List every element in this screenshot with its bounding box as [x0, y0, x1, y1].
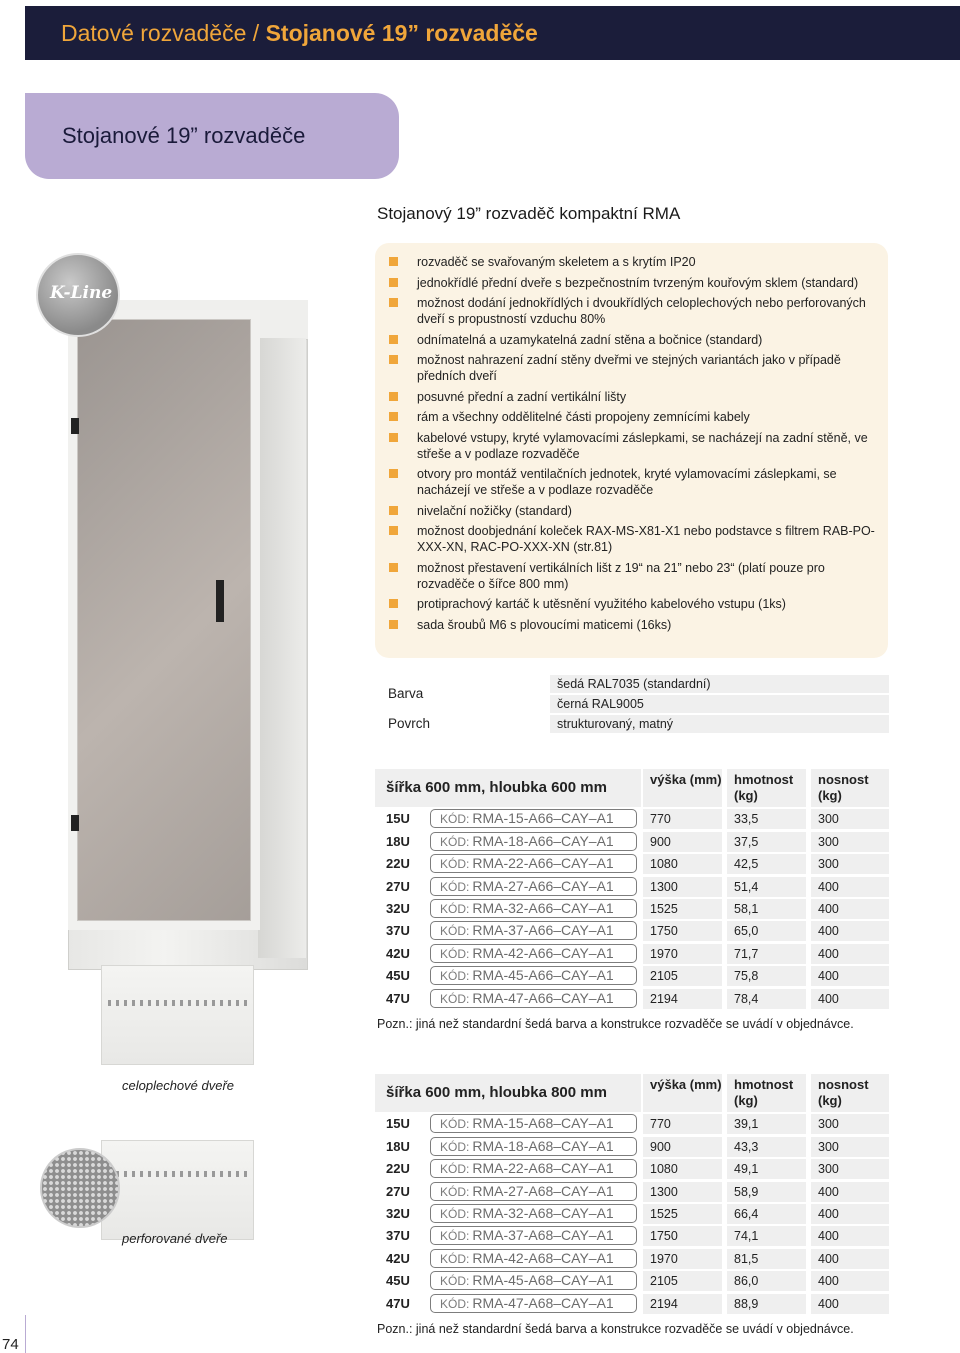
product-code: RMA-22-A68–CAY–A1 — [472, 1160, 614, 1177]
height-cell: 900 — [643, 832, 722, 852]
col-weight-header: hmotnost (kg) — [727, 1074, 806, 1112]
door-hinge-top — [71, 418, 79, 434]
vent-slots — [108, 1000, 247, 1006]
feature-item: nivelační nožičky (standard) — [388, 503, 882, 519]
product-code-field[interactable] — [430, 1114, 637, 1133]
code-prefix: KÓD: — [440, 901, 470, 916]
load-cell: 400 — [811, 989, 889, 1009]
weight-cell: 78,4 — [727, 989, 806, 1009]
rack-units: 27U — [386, 878, 410, 894]
perforated-door-image — [101, 1140, 254, 1240]
load-cell: 300 — [811, 1114, 889, 1134]
product-code: RMA-18-A68–CAY–A1 — [472, 1137, 614, 1154]
rack-units: 22U — [386, 856, 410, 872]
code-prefix: KÓD: — [440, 879, 470, 894]
table-rows — [375, 809, 889, 1008]
load-cell: 400 — [811, 899, 889, 919]
product-code-field[interactable] — [430, 1226, 637, 1245]
rack-units: 18U — [386, 833, 410, 849]
weight-cell: 88,9 — [727, 1294, 806, 1314]
weight-cell: 86,0 — [727, 1271, 806, 1291]
load-cell: 400 — [811, 1271, 889, 1291]
top-header-bar — [25, 6, 960, 60]
load-cell: 300 — [811, 1159, 889, 1179]
feature-item: protiprachový kartáč k utěsnění využitého kabelového vstupu (1ks) — [388, 596, 882, 612]
vent-slots — [108, 1171, 247, 1177]
feature-item: otvory pro montáž ventilačních jednotek, kryté vylamovacími záslepkami, se nacházejí ve střeše a v podlaze rozvaděče — [388, 466, 882, 498]
height-cell: 1080 — [643, 1159, 722, 1179]
height-cell: 2105 — [643, 966, 722, 986]
cabinet-side-panel — [258, 338, 306, 958]
feature-item: posuvné přední a zadní vertikální lišty — [388, 389, 882, 405]
product-code: RMA-47-A68–CAY–A1 — [472, 1294, 614, 1311]
load-cell: 300 — [811, 1137, 889, 1157]
product-code: RMA-37-A68–CAY–A1 — [472, 1227, 614, 1244]
load-cell: 400 — [811, 877, 889, 897]
load-cell: 400 — [811, 1226, 889, 1246]
color-label: Barva — [388, 686, 424, 701]
page-margin-line — [25, 1315, 26, 1353]
table-row — [375, 1249, 889, 1269]
feature-item: možnost doobjednání koleček RAX-MS-X81-X1 nebo podstavce s filtrem RAB-PO-XXX-XN, RAC-PO-XXX-XN (str.81) — [388, 523, 882, 555]
weight-cell: 37,5 — [727, 832, 806, 852]
load-cell: 400 — [811, 1182, 889, 1202]
rack-units: 32U — [386, 1205, 410, 1221]
product-code: RMA-47-A66–CAY–A1 — [472, 989, 614, 1006]
product-code-field[interactable] — [430, 899, 637, 918]
feature-item: kabelové vstupy, kryté vylamovacími záslepkami, se nacházejí na zadní stěně, ve střeše a v podlaze rozvaděče — [388, 430, 882, 462]
product-code: RMA-15-A68–CAY–A1 — [472, 1115, 614, 1132]
height-cell: 2194 — [643, 1294, 722, 1314]
feature-item: rám a všechny oddělitelné části propojeny zemnícími kabely — [388, 409, 882, 425]
height-cell: 1525 — [643, 899, 722, 919]
rack-units: 37U — [386, 1228, 410, 1244]
product-code: RMA-27-A66–CAY–A1 — [472, 877, 614, 894]
rack-units: 45U — [386, 968, 410, 984]
code-prefix: KÓD: — [440, 1229, 470, 1244]
solid-door-caption: celoplechové dveře — [122, 1078, 235, 1093]
code-prefix: KÓD: — [440, 1184, 470, 1199]
height-cell: 900 — [643, 1137, 722, 1157]
feature-item: jednokřídlé přední dveře s bezpečnostním tvrzeným kouřovým sklem (standard) — [388, 275, 882, 291]
load-cell: 400 — [811, 1204, 889, 1224]
height-cell: 770 — [643, 809, 722, 829]
breadcrumb-category[interactable]: Datové rozvaděče — [61, 20, 247, 46]
rack-units: 45U — [386, 1273, 410, 1289]
product-title: Stojanový 19” rozvaděč kompaktní RMA — [377, 204, 681, 223]
surface-label: Povrch — [388, 716, 431, 731]
code-prefix: KÓD: — [440, 812, 470, 827]
height-cell: 1750 — [643, 921, 722, 941]
code-prefix: KÓD: — [440, 991, 470, 1006]
load-cell: 400 — [811, 944, 889, 964]
table-row — [375, 989, 889, 1009]
brand-logo-text: K-Line — [50, 283, 113, 303]
load-cell: 400 — [811, 1294, 889, 1314]
cabinet-glass-door — [68, 310, 260, 930]
load-cell: 300 — [811, 832, 889, 852]
product-code: RMA-22-A66–CAY–A1 — [472, 855, 614, 872]
code-prefix: KÓD: — [440, 969, 470, 984]
feature-item: možnost přestavení vertikálních lišt z 19“ na 21” nebo 23“ (platí pouze pro rozvaděče o šířce 800 mm) — [388, 560, 882, 592]
brand-logo — [36, 253, 120, 337]
product-code-field[interactable] — [430, 1271, 637, 1290]
table-row — [375, 1159, 889, 1179]
product-code: RMA-45-A66–CAY–A1 — [472, 967, 614, 984]
weight-cell: 39,1 — [727, 1114, 806, 1134]
door-hinge-bottom — [71, 815, 79, 831]
table-row — [375, 1114, 889, 1134]
height-cell: 770 — [643, 1114, 722, 1134]
code-prefix: KÓD: — [440, 924, 470, 939]
rack-units: 47U — [386, 990, 410, 1006]
feature-item: odnímatelná a uzamykatelná zadní stěna a bočnice (standard) — [388, 332, 882, 348]
product-code-field[interactable] — [430, 809, 637, 828]
col-weight-header: hmotnost (kg) — [727, 769, 806, 807]
height-cell: 1080 — [643, 854, 722, 874]
rack-units: 18U — [386, 1138, 410, 1154]
weight-cell: 42,5 — [727, 854, 806, 874]
height-cell: 1970 — [643, 944, 722, 964]
product-code: RMA-45-A68–CAY–A1 — [472, 1272, 614, 1289]
weight-cell: 65,0 — [727, 921, 806, 941]
table-row — [375, 921, 889, 941]
code-prefix: KÓD: — [440, 1274, 470, 1289]
code-prefix: KÓD: — [440, 1117, 470, 1132]
feature-item: sada šroubů M6 s plovoucími maticemi (16ks) — [388, 617, 882, 633]
rack-units: 22U — [386, 1161, 410, 1177]
feature-item: možnost dodání jednokřídlých i dvoukřídlých celoplechových nebo perforovaných dveří s propustností vzduchu 80% — [388, 295, 882, 327]
table-row — [375, 877, 889, 897]
solid-door-image — [101, 965, 254, 1065]
product-code-field[interactable] — [430, 1249, 637, 1268]
product-code-field[interactable] — [430, 921, 637, 940]
breadcrumb-current: Stojanové 19” rozvaděče — [265, 20, 538, 46]
weight-cell: 74,1 — [727, 1226, 806, 1246]
table-row — [375, 944, 889, 964]
product-code-field[interactable] — [430, 877, 637, 896]
spec-row-surface — [375, 715, 889, 733]
rack-units: 32U — [386, 900, 410, 916]
code-prefix: KÓD: — [440, 857, 470, 872]
breadcrumb — [61, 20, 538, 47]
door-handle — [216, 580, 224, 622]
col-load-header: nosnost (kg) — [811, 1074, 889, 1112]
table-row — [375, 809, 889, 829]
product-code-field[interactable] — [430, 989, 637, 1008]
product-code-field[interactable] — [430, 1159, 637, 1178]
load-cell: 300 — [811, 809, 889, 829]
table-row — [375, 1294, 889, 1314]
rack-units: 37U — [386, 923, 410, 939]
rack-units: 42U — [386, 1250, 410, 1266]
product-code-field[interactable] — [430, 854, 637, 873]
product-code: RMA-32-A68–CAY–A1 — [472, 1204, 614, 1221]
color-surface-spec — [375, 675, 889, 735]
rack-units: 42U — [386, 945, 410, 961]
weight-cell: 58,1 — [727, 899, 806, 919]
spec-row-color-2 — [375, 686, 889, 713]
height-cell: 1970 — [643, 1249, 722, 1269]
product-code-field[interactable] — [430, 1182, 637, 1201]
product-code: RMA-27-A68–CAY–A1 — [472, 1182, 614, 1199]
rack-cabinet-image — [38, 250, 318, 970]
product-code: RMA-18-A66–CAY–A1 — [472, 832, 614, 849]
section-tab — [25, 93, 399, 179]
load-cell: 400 — [811, 966, 889, 986]
product-code: RMA-32-A66–CAY–A1 — [472, 899, 614, 916]
product-code-field[interactable] — [430, 832, 637, 851]
product-code: RMA-42-A68–CAY–A1 — [472, 1249, 614, 1266]
code-prefix: KÓD: — [440, 946, 470, 961]
page-number: 74 — [2, 1336, 19, 1353]
table-row — [375, 1204, 889, 1224]
table-row — [375, 1182, 889, 1202]
product-code-field[interactable] — [430, 1204, 637, 1223]
rack-units: 47U — [386, 1295, 410, 1311]
code-prefix: KÓD: — [440, 1251, 470, 1266]
height-cell: 1750 — [643, 1226, 722, 1246]
code-prefix: KÓD: — [440, 1296, 470, 1311]
height-cell: 2105 — [643, 1271, 722, 1291]
weight-cell: 49,1 — [727, 1159, 806, 1179]
feature-item: možnost nahrazení zadní stěny dveřmi ve stejných variantách jako v případě předních dveří — [388, 352, 882, 384]
section-title: Stojanové 19” rozvaděče — [62, 123, 306, 148]
product-code-field[interactable] — [430, 944, 637, 963]
load-cell: 300 — [811, 854, 889, 874]
perforation-detail-image — [40, 1148, 120, 1228]
load-cell: 400 — [811, 921, 889, 941]
height-cell: 1300 — [643, 877, 722, 897]
table-row — [375, 854, 889, 874]
col-load-header: nosnost (kg) — [811, 769, 889, 807]
table-row — [375, 1271, 889, 1291]
rack-units: 15U — [386, 1116, 410, 1132]
code-prefix: KÓD: — [440, 1162, 470, 1177]
code-prefix: KÓD: — [440, 1139, 470, 1154]
weight-cell: 43,3 — [727, 1137, 806, 1157]
weight-cell: 71,7 — [727, 944, 806, 964]
table-row — [375, 966, 889, 986]
note-1: Pozn.: jiná než standardní šedá barva a konstrukce rozvaděče se uvádí v objednávce. — [377, 1017, 854, 1031]
weight-cell: 51,4 — [727, 877, 806, 897]
rack-units: 15U — [386, 811, 410, 827]
product-code: RMA-15-A66–CAY–A1 — [472, 810, 614, 827]
height-cell: 1300 — [643, 1182, 722, 1202]
weight-cell: 58,9 — [727, 1182, 806, 1202]
surface-value: strukturovaný, matný — [550, 715, 889, 733]
code-prefix: KÓD: — [440, 1206, 470, 1221]
table-title: šířka 600 mm, hloubka 600 mm — [375, 769, 641, 807]
table-row — [375, 1226, 889, 1246]
table-title: šířka 600 mm, hloubka 800 mm — [375, 1074, 641, 1112]
rack-units: 27U — [386, 1183, 410, 1199]
table-row — [375, 899, 889, 919]
col-height-header: výška (mm) — [643, 1074, 722, 1112]
table-rows — [375, 1114, 889, 1313]
spec-row-color-1 — [375, 675, 889, 693]
perforated-door-caption: perforované dveře — [122, 1231, 228, 1246]
table-header — [375, 769, 889, 807]
product-code-field[interactable] — [430, 966, 637, 985]
product-code: RMA-37-A66–CAY–A1 — [472, 922, 614, 939]
weight-cell: 66,4 — [727, 1204, 806, 1224]
table-depth-800 — [375, 1074, 889, 1314]
color-value: černá RAL9005 — [550, 695, 889, 713]
table-row — [375, 832, 889, 852]
height-cell: 2194 — [643, 989, 722, 1009]
weight-cell: 81,5 — [727, 1249, 806, 1269]
table-header — [375, 1074, 889, 1112]
product-code-field[interactable] — [430, 1137, 637, 1156]
col-height-header: výška (mm) — [643, 769, 722, 807]
breadcrumb-separator: / — [246, 20, 266, 46]
table-row — [375, 1137, 889, 1157]
code-prefix: KÓD: — [440, 834, 470, 849]
load-cell: 400 — [811, 1249, 889, 1269]
weight-cell: 75,8 — [727, 966, 806, 986]
feature-item: rozvaděč se svařovaným skeletem a s krytím IP20 — [388, 254, 882, 270]
features-box — [375, 243, 888, 658]
table-depth-600 — [375, 769, 889, 1009]
height-cell: 1525 — [643, 1204, 722, 1224]
features-list — [388, 254, 882, 637]
product-code: RMA-42-A66–CAY–A1 — [472, 944, 614, 961]
color-value: šedá RAL7035 (standardní) — [550, 675, 889, 693]
weight-cell: 33,5 — [727, 809, 806, 829]
note-2: Pozn.: jiná než standardní šedá barva a konstrukce rozvaděče se uvádí v objednávce. — [377, 1322, 854, 1336]
product-code-field[interactable] — [430, 1294, 637, 1313]
